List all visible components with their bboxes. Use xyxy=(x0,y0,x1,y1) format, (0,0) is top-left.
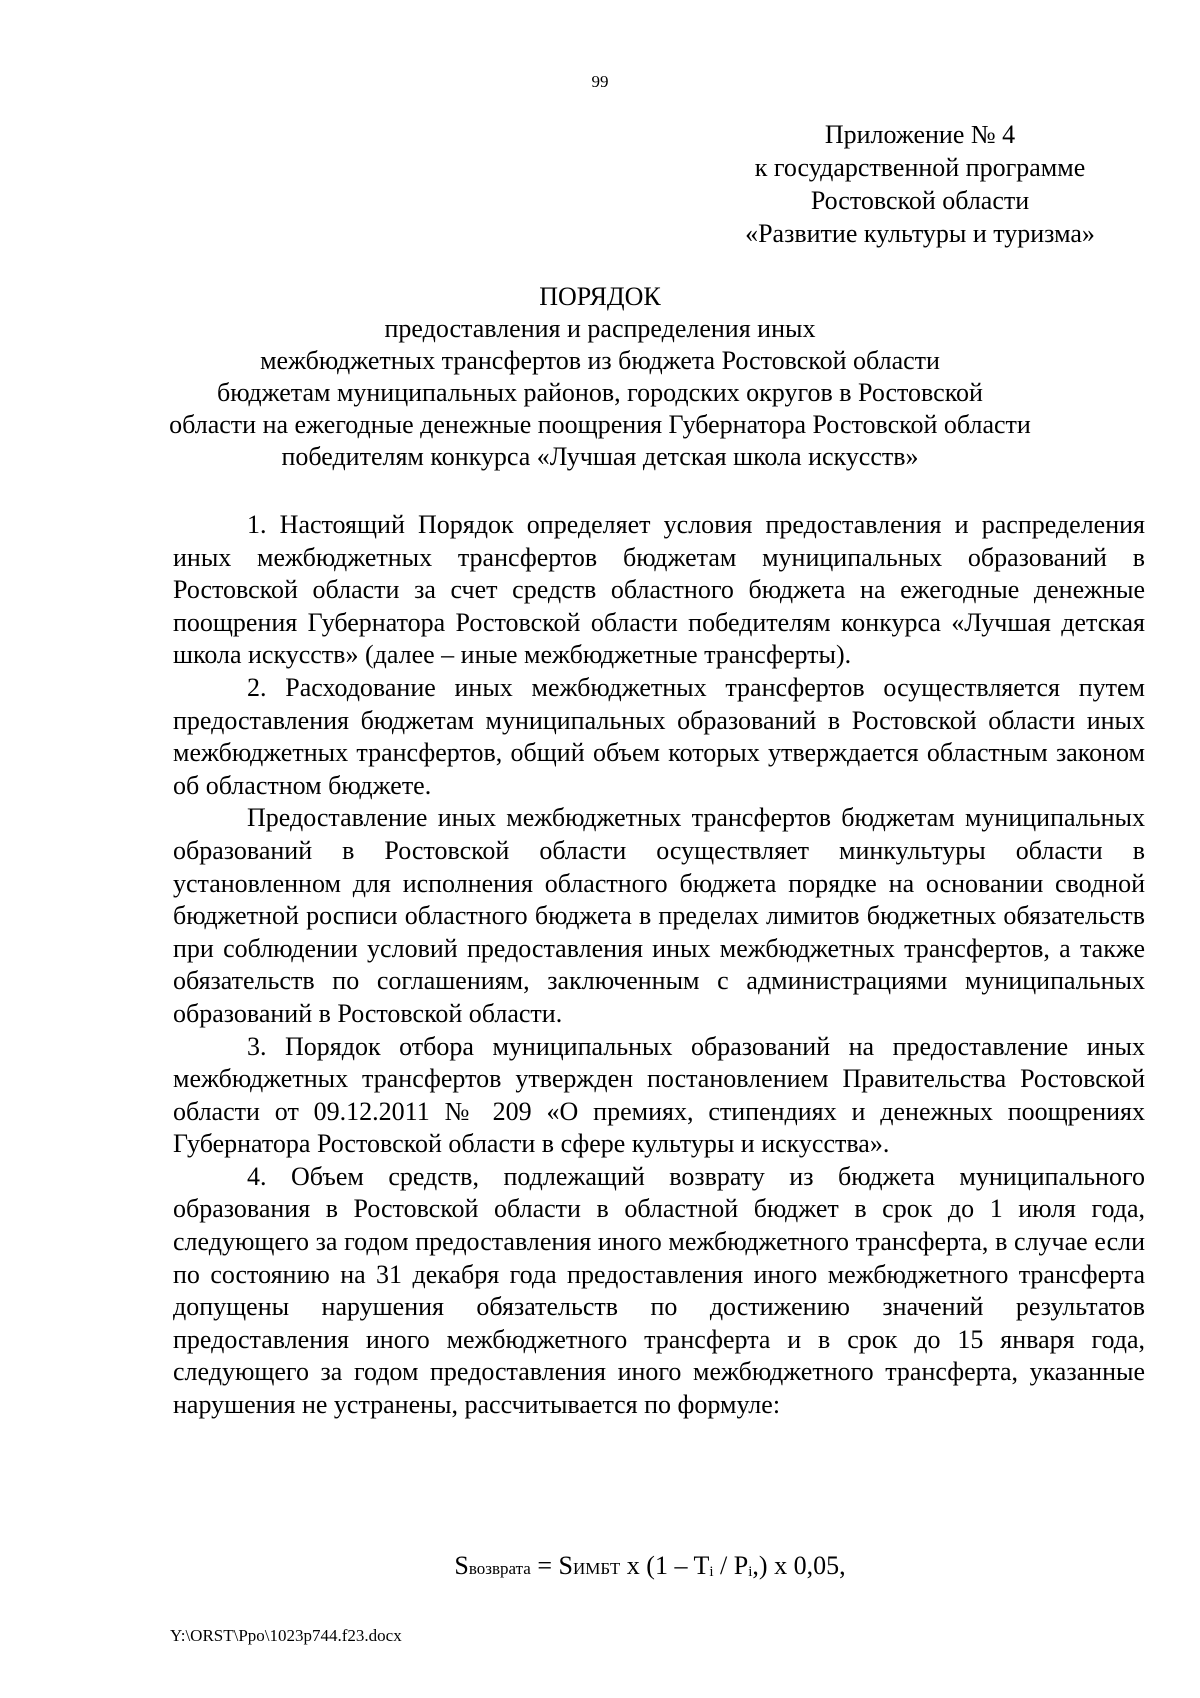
appendix-line: к государственной программе xyxy=(754,153,1086,182)
appendix-line: Приложение № 4 xyxy=(824,120,1016,149)
formula-subscript: ИМБТ xyxy=(572,1559,621,1578)
formula-subscript: возврата xyxy=(468,1559,531,1578)
paragraph: 3. Порядок отбора муниципальных образований на предоставление иных межбюджетных трансфертов утвержден постановлением Правительства Ростовской области от 09.12.2011 № 209 «О премиях, стипендиях и денежных поощрениях Губернатора Ростовской области в сфере культуры и искусства». xyxy=(173,1031,1145,1159)
title-line: предоставления и распределения иных xyxy=(384,314,816,343)
document-body xyxy=(173,509,1145,1422)
formula-symbol: x (1 – T xyxy=(620,1551,710,1580)
formula-symbol: / P xyxy=(713,1551,749,1580)
formula-symbol: ,) x 0,05, xyxy=(752,1551,846,1580)
page-number: 99 xyxy=(591,72,609,91)
formula-subscript: i xyxy=(709,1564,714,1580)
appendix-line: Ростовской области xyxy=(810,186,1030,215)
file-path-footer: Y:\ORST\Ppo\1023p744.f23.docx xyxy=(170,1626,402,1645)
paragraph: 1. Настоящий Порядок определяет условия предоставления и распределения иных межбюджетных трансфертов бюджетам муниципальных образований в Ростовской области за счет средств областного бюджета на ежегодные денежные поощрения Губернатора Ростовской области победителям конкурса «Лучшая детская школа искусств» (далее – иные межбюджетные трансферты). xyxy=(173,510,1145,670)
document-title xyxy=(140,281,1060,473)
paragraph: 2. Расходование иных межбюджетных трансфертов осуществляется путем предоставления бюджетам муниципальных образований в Ростовской области иных межбюджетных трансфертов, общий объем которых утверждается областным законом об областном бюджете. xyxy=(173,672,1145,800)
title-heading: ПОРЯДОК xyxy=(539,282,661,311)
paragraph: Предоставление иных межбюджетных трансфертов бюджетам муниципальных образований в Ростовской области осуществляет минкультуры области в установленном для исполнения областного бюджета порядке на основании сводной бюджетной росписи областного бюджета в пределах лимитов бюджетных обязательств при соблюдении условий предоставления иных межбюджетных трансфертов, а также обязательств по соглашениям, заключенным с администрациями муниципальных образований в Ростовской области. xyxy=(173,803,1145,1028)
appendix-line: «Развитие культуры и туризма» xyxy=(745,219,1095,248)
formula-symbol: = S xyxy=(530,1551,573,1580)
refund-formula xyxy=(0,1551,1200,1581)
formula-symbol: S xyxy=(454,1551,469,1580)
title-line: межбюджетных трансфертов из бюджета Ростовской области xyxy=(260,346,940,375)
appendix-header xyxy=(700,118,1140,250)
title-line: бюджетам муниципальных районов, городских округов в Ростовской xyxy=(217,378,983,407)
formula-subscript: i xyxy=(748,1564,753,1580)
title-line: области на ежегодные денежные поощрения Губернатора Ростовской области xyxy=(169,410,1031,439)
title-line: победителям конкурса «Лучшая детская школа искусств» xyxy=(281,442,919,471)
paragraph: 4. Объем средств, подлежащий возврату из бюджета муниципального образования в Ростовской области в областной бюджет в срок до 1 июля года, следующего за годом предоставления иного межбюджетного трансферта, в случае если по состоянию на 31 декабря года предоставления иного межбюджетного трансферта допущены нарушения обязательств по достижению значений результатов предоставления иного межбюджетного трансферта и в срок до 15 января года, следующего за годом предоставления иного межбюджетного трансферта, указанные нарушения не устранены, рассчитывается по формуле: xyxy=(173,1161,1145,1420)
